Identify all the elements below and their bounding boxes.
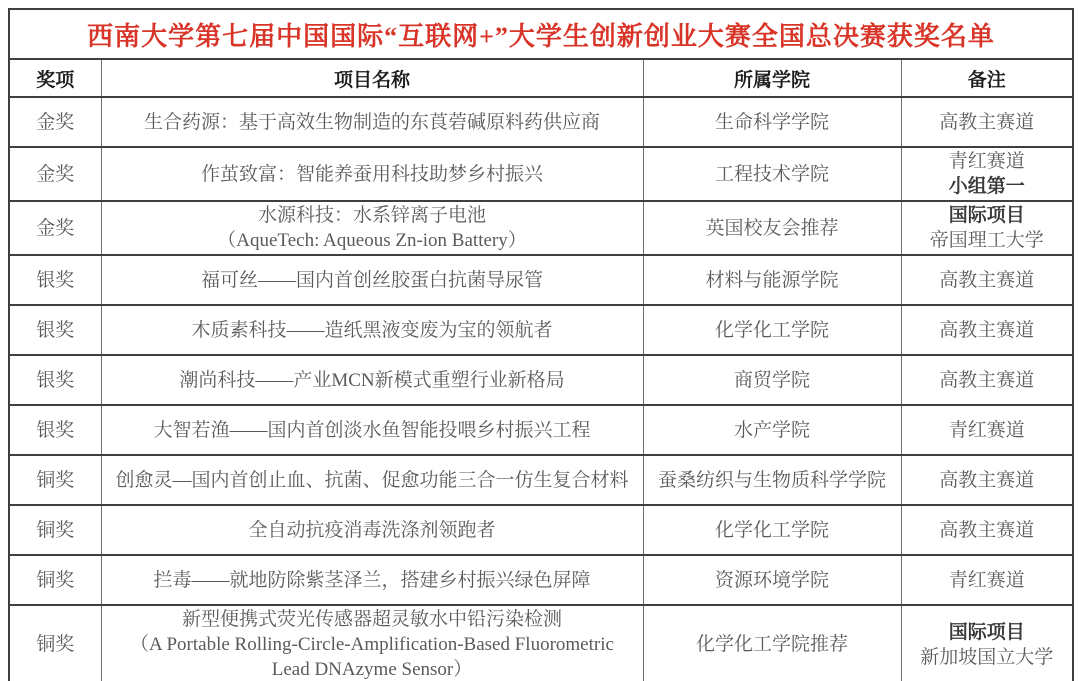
remark-line: 高教主赛道 bbox=[939, 469, 1035, 491]
table-row bbox=[9, 505, 1073, 555]
table-row bbox=[9, 255, 1073, 305]
remark-line: 新加坡国立大学 bbox=[920, 646, 1054, 668]
remark-cell bbox=[901, 97, 1073, 147]
college-cell: 水产学院 bbox=[643, 405, 901, 455]
remark-line: 青红赛道 bbox=[948, 419, 1025, 441]
project-line: Lead DNAzyme Sensor） bbox=[271, 659, 473, 680]
award-cell: 铜奖 bbox=[9, 605, 101, 681]
college-cell: 蚕桑纺织与生物质科学学院 bbox=[643, 455, 901, 505]
awards-table bbox=[8, 8, 1074, 681]
award-cell: 铜奖 bbox=[9, 455, 101, 505]
remark-line: 小组第一 bbox=[948, 176, 1025, 197]
remark-line: 国际项目 bbox=[948, 205, 1025, 226]
table-row bbox=[9, 201, 1073, 255]
table-row bbox=[9, 97, 1073, 147]
college-cell: 材料与能源学院 bbox=[643, 255, 901, 305]
college-cell: 化学化工学院 bbox=[643, 305, 901, 355]
college-cell: 英国校友会推荐 bbox=[643, 201, 901, 255]
remark-line: 青红赛道 bbox=[948, 151, 1025, 172]
project-line: 生合药源：基于高效生物制造的东莨菪碱原料药供应商 bbox=[143, 111, 600, 133]
header-row bbox=[9, 59, 1073, 97]
table-row bbox=[9, 355, 1073, 405]
project-cell bbox=[101, 305, 643, 355]
award-cell: 金奖 bbox=[9, 201, 101, 255]
project-line: （A Portable Rolling-Circle-Amplification-Based Fluorometric bbox=[130, 634, 614, 655]
remark-line: 高教主赛道 bbox=[939, 369, 1035, 391]
college-cell: 化学化工学院 bbox=[643, 505, 901, 555]
remark-line: 帝国理工大学 bbox=[929, 230, 1044, 251]
project-line: 木质素科技——造纸黑液变废为宝的领航者 bbox=[191, 319, 553, 341]
project-line: 全自动抗疫消毒洗涤剂领跑者 bbox=[248, 519, 496, 541]
college-cell: 生命科学学院 bbox=[643, 97, 901, 147]
remark-cell bbox=[901, 455, 1073, 505]
award-cell: 铜奖 bbox=[9, 555, 101, 605]
project-line: 福可丝——国内首创丝胶蛋白抗菌导尿管 bbox=[200, 269, 543, 291]
column-header-award: 奖项 bbox=[9, 59, 101, 97]
project-cell bbox=[101, 147, 643, 201]
project-cell bbox=[101, 355, 643, 405]
project-line: 大智若渔——国内首创淡水鱼智能投喂乡村振兴工程 bbox=[153, 419, 591, 441]
award-cell: 金奖 bbox=[9, 147, 101, 201]
college-cell: 资源环境学院 bbox=[643, 555, 901, 605]
project-cell bbox=[101, 405, 643, 455]
award-cell: 铜奖 bbox=[9, 505, 101, 555]
table-title: 西南大学第七届中国国际“互联网+”大学生创新创业大赛全国总决赛获奖名单 bbox=[9, 9, 1073, 59]
column-header-project: 项目名称 bbox=[101, 59, 643, 97]
table-row bbox=[9, 305, 1073, 355]
award-cell: 银奖 bbox=[9, 405, 101, 455]
remark-cell bbox=[901, 147, 1073, 201]
project-cell bbox=[101, 255, 643, 305]
remark-line: 青红赛道 bbox=[948, 569, 1025, 591]
remark-line: 高教主赛道 bbox=[939, 111, 1035, 133]
remark-cell bbox=[901, 405, 1073, 455]
award-cell: 银奖 bbox=[9, 255, 101, 305]
table-row bbox=[9, 605, 1073, 681]
remark-cell bbox=[901, 255, 1073, 305]
remark-line: 高教主赛道 bbox=[939, 319, 1035, 341]
remark-line: 国际项目 bbox=[948, 621, 1025, 643]
project-cell bbox=[101, 605, 643, 681]
award-cell: 银奖 bbox=[9, 355, 101, 405]
remark-cell bbox=[901, 605, 1073, 681]
project-line: 拦毒——就地防除紫茎泽兰，搭建乡村振兴绿色屏障 bbox=[153, 569, 591, 591]
college-cell: 化学化工学院推荐 bbox=[643, 605, 901, 681]
project-line: 作茧致富：智能养蚕用科技助梦乡村振兴 bbox=[200, 163, 543, 185]
remark-line: 高教主赛道 bbox=[939, 519, 1035, 541]
column-header-remark: 备注 bbox=[901, 59, 1073, 97]
column-header-college: 所属学院 bbox=[643, 59, 901, 97]
remark-cell bbox=[901, 201, 1073, 255]
remark-cell bbox=[901, 555, 1073, 605]
remark-line: 高教主赛道 bbox=[939, 269, 1035, 291]
college-cell: 工程技术学院 bbox=[643, 147, 901, 201]
remark-cell bbox=[901, 355, 1073, 405]
project-cell bbox=[101, 555, 643, 605]
project-cell bbox=[101, 201, 643, 255]
award-cell: 银奖 bbox=[9, 305, 101, 355]
table-row bbox=[9, 147, 1073, 201]
project-cell bbox=[101, 97, 643, 147]
college-cell: 商贸学院 bbox=[643, 355, 901, 405]
title-row bbox=[9, 9, 1073, 59]
table-row bbox=[9, 555, 1073, 605]
remark-cell bbox=[901, 305, 1073, 355]
project-line: 创愈灵—国内首创止血、抗菌、促愈功能三合一仿生复合材料 bbox=[115, 469, 629, 491]
project-line: 水源科技：水系锌离子电池 bbox=[257, 205, 486, 226]
award-cell: 金奖 bbox=[9, 97, 101, 147]
project-line: （AqueTech: Aqueous Zn-ion Battery） bbox=[217, 230, 527, 251]
project-cell bbox=[101, 505, 643, 555]
remark-cell bbox=[901, 505, 1073, 555]
project-line: 潮尚科技——产业MCN新模式重塑行业新格局 bbox=[179, 369, 565, 391]
project-line: 新型便携式荧光传感器超灵敏水中铅污染检测 bbox=[181, 609, 562, 630]
table-row bbox=[9, 405, 1073, 455]
table-row bbox=[9, 455, 1073, 505]
project-cell bbox=[101, 455, 643, 505]
